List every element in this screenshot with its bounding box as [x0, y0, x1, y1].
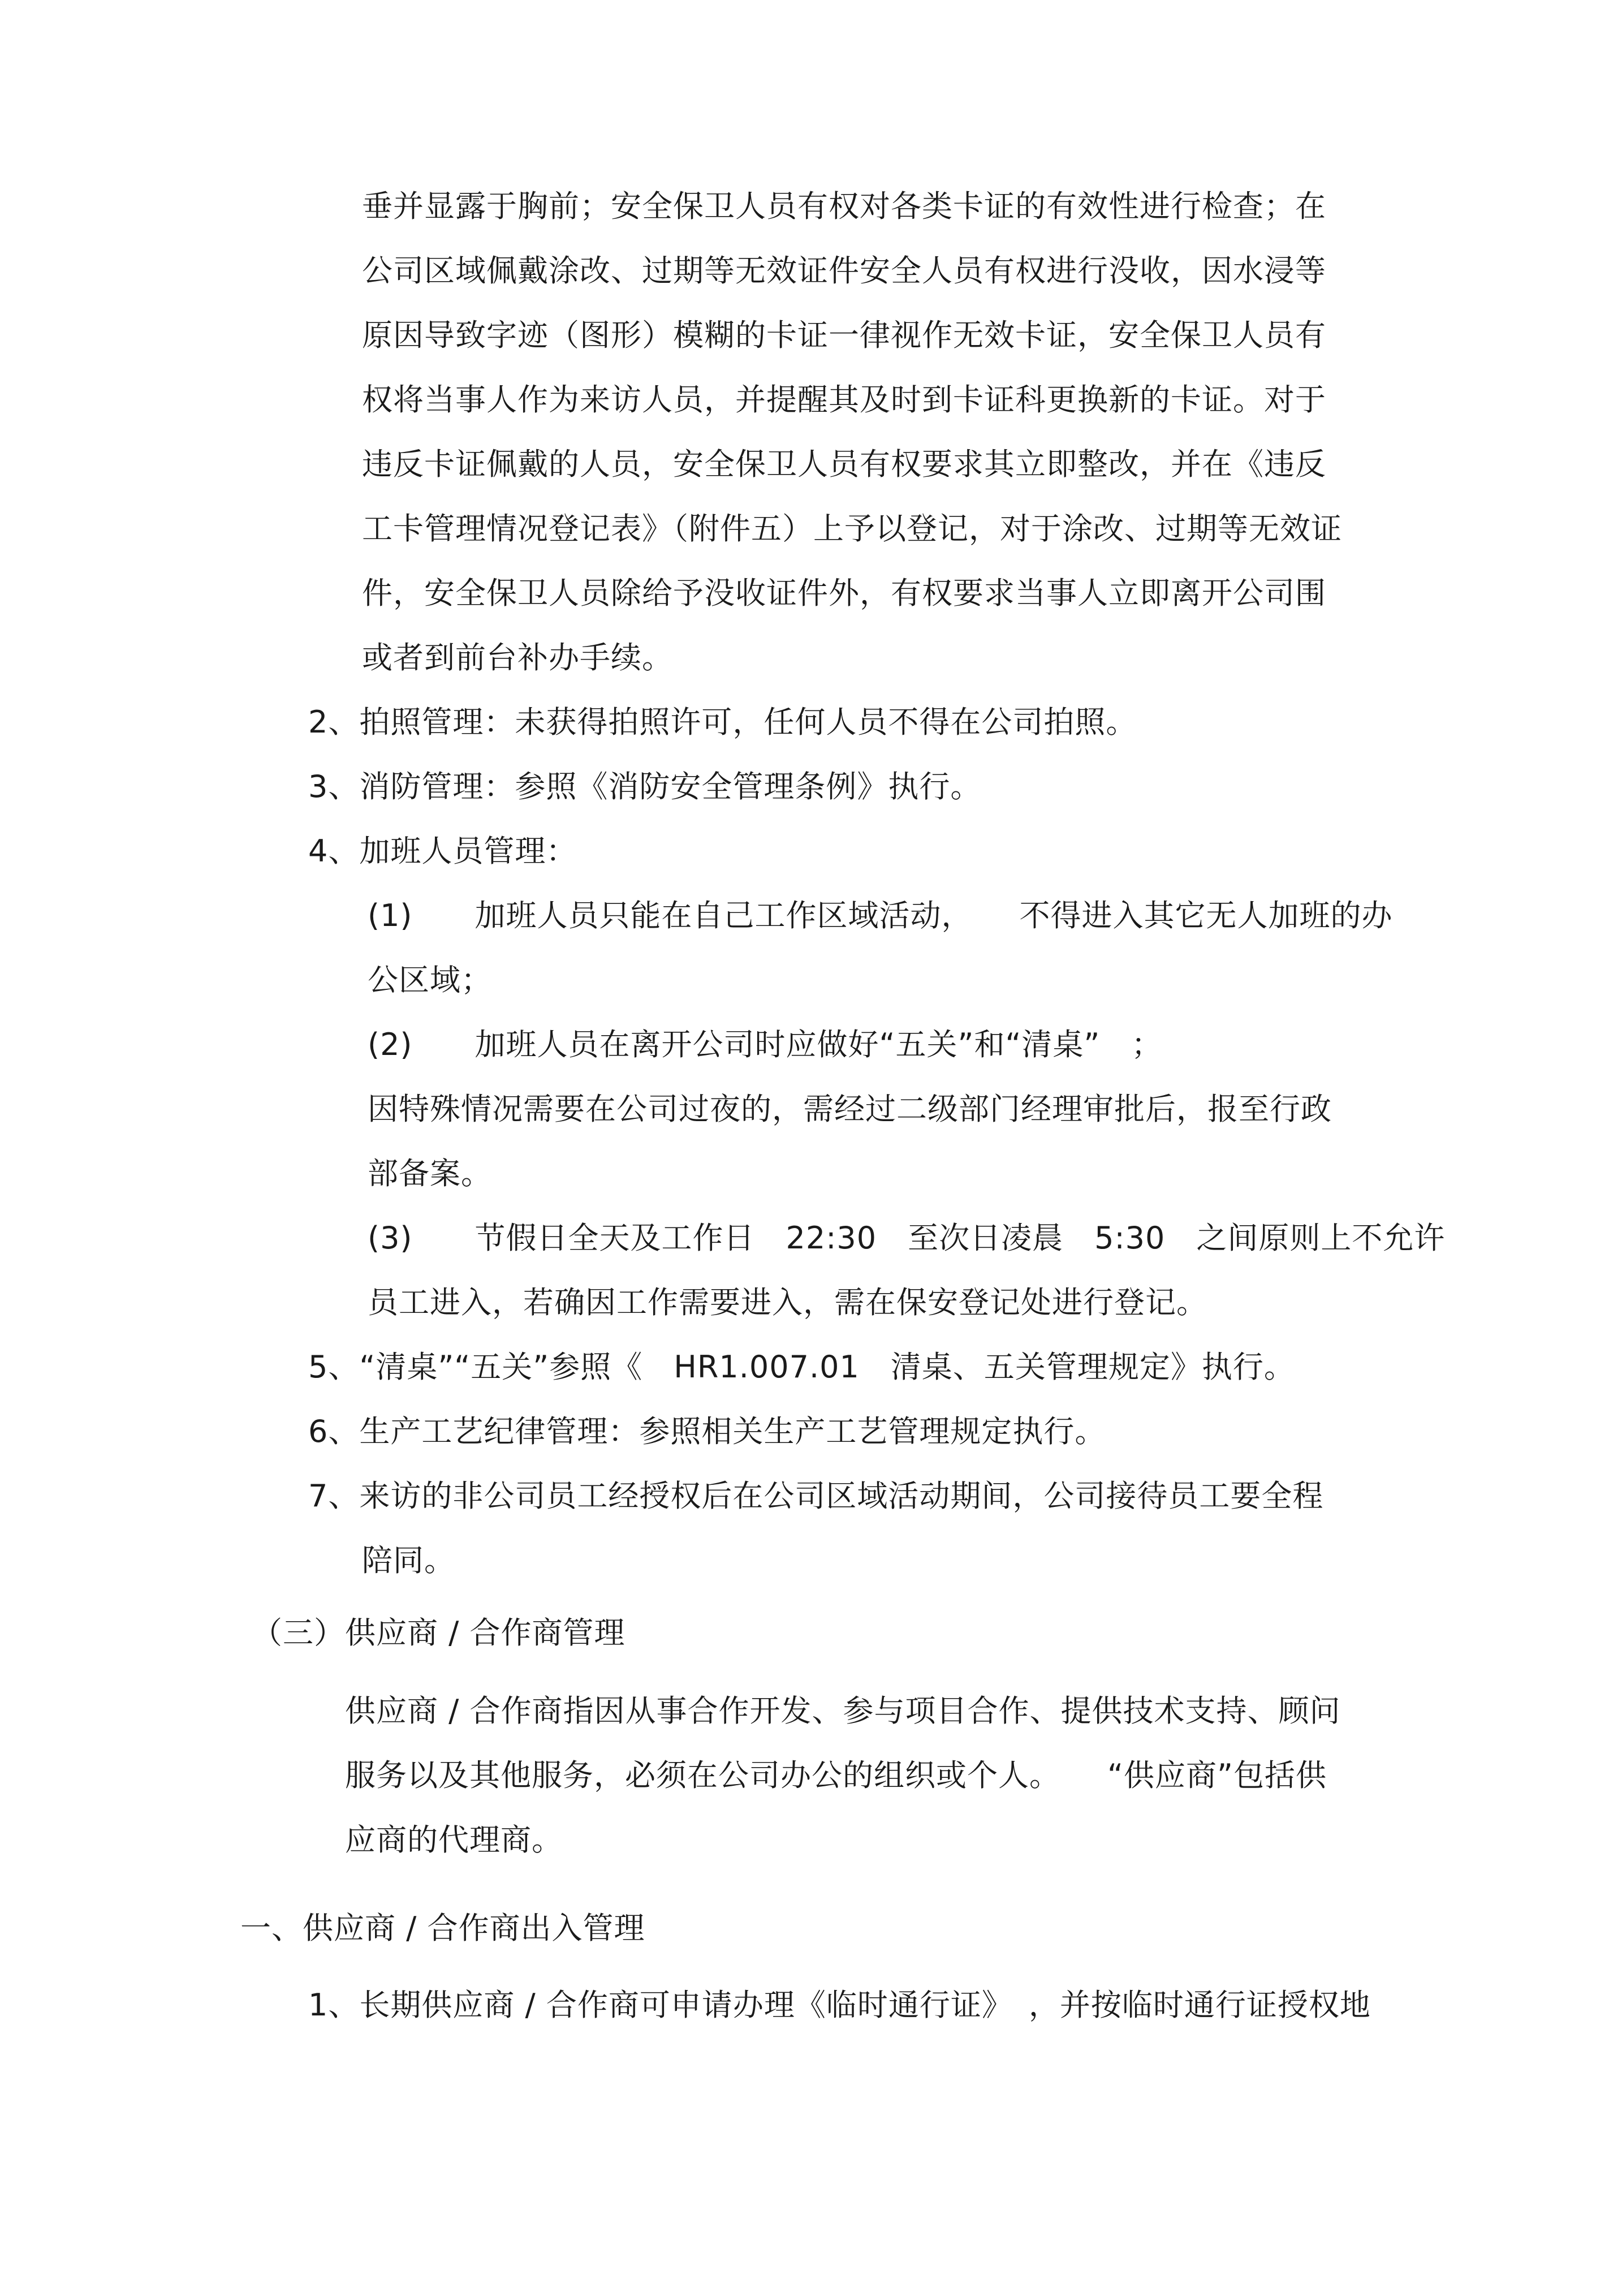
- list-item: 6、生产工艺纪律管理：参照相关生产工艺管理规定执行。: [308, 1414, 1106, 1449]
- paragraph-line: 原因导致字迹（图形）模糊的卡证一律视作无效卡证，安全保卫人员有: [362, 317, 1326, 353]
- paragraph-line: 或者到前台补办手续。: [362, 640, 673, 675]
- paragraph-line: 陪同。: [362, 1543, 455, 1578]
- paragraph-line: 工卡管理情况登记表》（附件五）上予以登记，对于涂改、过期等无效证: [362, 511, 1342, 546]
- sub-list-item: (2) 加班人员在离开公司时应做好“五关”和“清桌” ；: [368, 1027, 1163, 1062]
- paragraph-line: 公司区域佩戴涂改、过期等无效证件安全人员有权进行没收，因水浸等: [362, 253, 1326, 288]
- paragraph-line: 垂并显露于胸前；安全保卫人员有权对各类卡证的有效性进行检查；在: [362, 188, 1326, 224]
- list-item: 2、拍照管理：未获得拍照许可，任何人员不得在公司拍照。: [308, 704, 1137, 740]
- paragraph-line: 服务以及其他服务，必须在公司办公的组织或个人。 “供应商”包括供: [345, 1757, 1327, 1793]
- paragraph-line: 违反卡证佩戴的人员，安全保卫人员有权要求其立即整改，并在《违反: [362, 446, 1326, 482]
- list-item: 4、加班人员管理：: [308, 833, 577, 869]
- list-item: 5、“清桌”“五关”参照《 HR1.007.01 清桌、五关管理规定》执行。: [308, 1349, 1295, 1385]
- paragraph-line: 因特殊情况需要在公司过夜的，需经过二级部门经理审批后，报至行政: [368, 1091, 1332, 1127]
- sub-list-item: (3) 节假日全天及工作日 22:30 至次日凌晨 5:30 之间原则上不允许: [368, 1220, 1446, 1256]
- paragraph-line: 公区域；: [368, 962, 492, 998]
- paragraph-line: 件，安全保卫人员除给予没收证件外，有权要求当事人立即离开公司围: [362, 575, 1326, 611]
- list-item: 1、长期供应商 / 合作商可申请办理《临时通行证》 ，并按临时通行证授权地: [308, 1987, 1371, 2023]
- paragraph-line: 员工进入，若确因工作需要进入，需在保安登记处进行登记。: [368, 1285, 1207, 1320]
- section-heading: 一、供应商 / 合作商出入管理: [240, 1910, 645, 1946]
- paragraph-line: 权将当事人作为来访人员，并提醒其及时到卡证科更换新的卡证。对于: [362, 382, 1326, 417]
- paragraph-line: 部备案。: [368, 1156, 492, 1191]
- list-item: 3、消防管理：参照《消防安全管理条例》执行。: [308, 769, 982, 804]
- paragraph-line: 应商的代理商。: [345, 1822, 563, 1858]
- paragraph-line: 供应商 / 合作商指因从事合作开发、参与项目合作、提供技术支持、顾问: [345, 1693, 1341, 1729]
- list-item: 7、来访的非公司员工经授权后在公司区域活动期间，公司接待员工要全程: [308, 1478, 1324, 1514]
- sub-list-item: (1) 加班人员只能在自己工作区域活动， 不得进入其它无人加班的办: [368, 898, 1393, 933]
- section-heading: （三）供应商 / 合作商管理: [252, 1615, 625, 1651]
